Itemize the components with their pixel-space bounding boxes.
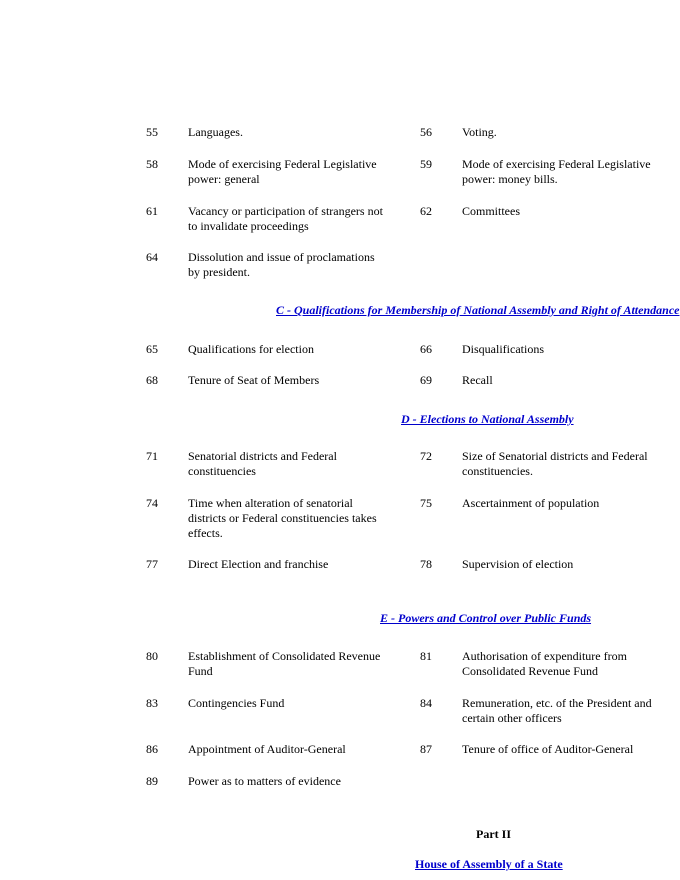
section-title-line: Languages. [188,125,243,139]
section-number: 64 [146,250,158,264]
section-title-line: Supervision of election [462,557,574,571]
section-number: 87 [420,742,432,756]
section-heading-e: E - Powers and Control over Public Funds [380,611,592,625]
section-number: 58 [146,157,158,171]
section-title-line: Size of Senatorial districts and Federal [462,449,648,463]
section-title-line: Dissolution and issue of proclamations [188,250,375,264]
section-number: 89 [146,774,158,788]
section-title-line: Vacancy or participation of strangers not [188,204,383,218]
section-title-line: power: general [188,172,260,186]
section-number: 55 [146,125,158,139]
section-title-line: Senatorial districts and Federal [188,449,337,463]
section-number: 83 [146,696,158,710]
section-title-line: certain other officers [462,711,562,725]
section-title-line: constituencies [188,464,256,478]
section-title-line: to invalidate proceedings [188,219,309,233]
part-heading: House of Assembly of a State [415,857,563,871]
section-title-line: Time when alteration of senatorial [188,496,353,510]
section-title-line: Ascertainment of population [462,496,600,510]
section-title-line: Appointment of Auditor-General [188,742,346,756]
section-number: 61 [146,204,158,218]
section-title-line: Authorisation of expenditure from [462,649,627,663]
section-number: 62 [420,204,432,218]
section-title-line: Contingencies Fund [188,696,285,710]
section-title-line: by president. [188,265,250,279]
section-number: 72 [420,449,432,463]
section-title-line: Recall [462,373,493,387]
section-title-line: Direct Election and franchise [188,557,329,571]
section-title-line: Power as to matters of evidence [188,774,341,788]
section-title-line: districts or Federal constituencies takes [188,511,377,525]
section-title-line: Fund [188,664,213,678]
section-title-line: constituencies. [462,464,533,478]
section-title-line: Establishment of Consolidated Revenue [188,649,381,663]
section-number: 66 [420,342,432,356]
section-number: 77 [146,557,158,571]
section-number: 74 [146,496,158,510]
section-number: 71 [146,449,158,463]
section-number: 65 [146,342,158,356]
section-title-line: Tenure of office of Auditor-General [462,742,634,756]
section-title-line: Remuneration, etc. of the President and [462,696,652,710]
section-number: 59 [420,157,432,171]
part-title: Part II [476,827,511,841]
section-title-line: Qualifications for election [188,342,314,356]
section-title-line: power: money bills. [462,172,558,186]
section-number: 84 [420,696,432,710]
section-number: 68 [146,373,158,387]
section-number: 75 [420,496,432,510]
section-heading-c: C - Qualifications for Membership of National Assembly and Right of Attendance [276,303,680,317]
section-number: 56 [420,125,432,139]
section-title-line: Mode of exercising Federal Legislative [462,157,651,171]
section-heading-d: D - Elections to National Assembly [401,412,574,426]
section-title-line: Voting. [462,125,497,139]
section-title-line: Disqualifications [462,342,544,356]
section-number: 81 [420,649,432,663]
section-number: 86 [146,742,158,756]
section-title-line: Tenure of Seat of Members [188,373,320,387]
section-title-line: Mode of exercising Federal Legislative [188,157,377,171]
section-title-line: Committees [462,204,520,218]
section-title-line: Consolidated Revenue Fund [462,664,598,678]
section-number: 69 [420,373,432,387]
section-number: 78 [420,557,432,571]
section-title-line: effects. [188,526,223,540]
section-number: 80 [146,649,158,663]
